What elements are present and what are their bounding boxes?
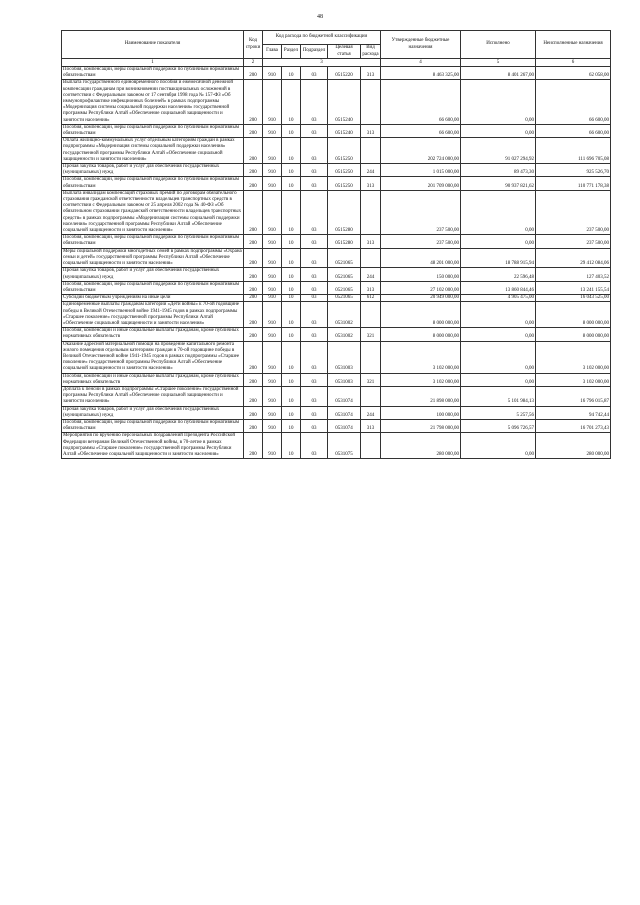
row-approved: 21 798 000,00	[381, 419, 461, 432]
row-name: Пособия, компенсации и иные социальные выплаты гражданам, кроме публичных нормативных обязательств	[62, 373, 244, 386]
table-body	[62, 67, 611, 459]
row-name: Прочая закупка товаров, работ и услуг для обеспечения государственных (муниципальных) нужд	[62, 406, 244, 419]
row-unexecuted: 16 043 525,00	[536, 295, 611, 302]
row-unexecuted: 66 600,00	[536, 124, 611, 137]
row-unexecuted: 8 000 000,00	[536, 302, 611, 328]
table-row	[62, 386, 611, 406]
row-glava: 910	[263, 373, 282, 386]
row-podrazdel: 03	[301, 281, 328, 294]
row-podrazdel: 03	[301, 373, 328, 386]
row-unexecuted: 127 403,52	[536, 268, 611, 281]
header-vid: Вид расхода	[362, 45, 379, 57]
row-target: 0515280	[328, 190, 361, 234]
header-razdel: Раздел	[282, 45, 301, 59]
row-unexecuted: 16 701 273,43	[536, 419, 611, 432]
row-razdel: 10	[282, 124, 301, 137]
row-code: 200	[244, 302, 263, 328]
row-executed: 13 860 844,46	[461, 281, 536, 294]
row-razdel: 10	[282, 281, 301, 294]
header-classification: Код расхода по бюджетной классификации	[263, 31, 381, 45]
row-vid: 313	[361, 419, 381, 432]
row-target: 0531002	[328, 328, 361, 341]
row-name: Прочая закупка товаров, работ и услуг для обеспечения государственных (муниципальных) нужд	[62, 268, 244, 281]
row-vid: 244	[361, 164, 381, 177]
row-name: Оплата жилищно-коммунальных услуг отдельным категориям граждан в рамках подпрограммы «Модернизация системы социальной поддержки населения» государственной программы Республики Алтай «Обеспечение социальной защищенности и занятости населения»	[62, 138, 244, 164]
table-row	[62, 433, 611, 459]
row-code: 200	[244, 433, 263, 459]
header-num-4: 4	[381, 59, 461, 67]
row-vid	[361, 190, 381, 234]
row-unexecuted: 62 058,00	[536, 67, 611, 80]
row-name: Прочая закупка товаров, работ и услуг для обеспечения государственных (муниципальных) нужд	[62, 164, 244, 177]
row-podrazdel: 03	[301, 138, 328, 164]
row-name: Мероприятия по вручению персональных поздравлений Президента Российской Федерации ветеранам Великой Отечественной войны, в 70-летие в рамках подпрограммы «Старшее поколение» государственной программы Республики Алтай «Обеспечение социальной защищенности и занятости населения»	[62, 433, 244, 459]
row-podrazdel: 03	[301, 406, 328, 419]
row-glava: 910	[263, 341, 282, 373]
table-row	[62, 190, 611, 234]
header-executed: Исполнено	[461, 31, 536, 59]
row-code: 200	[244, 406, 263, 419]
row-glava: 910	[263, 268, 282, 281]
row-vid	[361, 138, 381, 164]
row-glava: 910	[263, 67, 282, 80]
row-razdel: 10	[282, 419, 301, 432]
header-target: Целевая статья	[328, 45, 361, 59]
row-podrazdel: 03	[301, 67, 328, 80]
header-num-3: 3	[263, 59, 381, 67]
row-unexecuted: 280 000,00	[536, 433, 611, 459]
row-vid	[361, 386, 381, 406]
row-approved: 8 463 325,00	[381, 67, 461, 80]
budget-execution-table	[61, 30, 611, 459]
row-razdel: 10	[282, 248, 301, 268]
row-approved: 237 500,00	[381, 235, 461, 248]
row-target: 0521065	[328, 268, 361, 281]
row-executed: 8 401 267,00	[461, 67, 536, 80]
row-executed: 89 473,30	[461, 164, 536, 177]
row-approved: 100 000,00	[381, 406, 461, 419]
row-razdel: 10	[282, 328, 301, 341]
row-unexecuted: 3 102 000,00	[536, 373, 611, 386]
row-approved: 66 600,00	[381, 124, 461, 137]
table-row	[62, 164, 611, 177]
row-executed: 0,00	[461, 80, 536, 124]
row-razdel: 10	[282, 235, 301, 248]
row-name: Пособия, компенсации, меры социальной поддержки по публичным нормативным обязательствам	[62, 419, 244, 432]
row-name: Субсидии бюджетным учреждениям на иные цели	[62, 295, 244, 302]
row-target: 0515240	[328, 80, 361, 124]
row-vid: 313	[361, 235, 381, 248]
row-vid: 313	[361, 281, 381, 294]
row-unexecuted: 237 500,00	[536, 190, 611, 234]
header-num-2: 2	[244, 59, 263, 67]
row-name: Выплата инвалидам компенсаций страховых премий по договорам обязательного страхования гражданской ответственности владельцев транспортных средств в соответствии с Федеральным законом от 25 апреля 2002 года № 40-ФЗ «Об обязательном страховании гражданской ответственности владельцев транспортных средств» в рамках подпрограммы «Модернизация системы социальной поддержки населения» государственной программы Республики Алтай «Обеспечение социальной защищенности и занятости населения»	[62, 190, 244, 234]
header-glava: Глава	[263, 45, 282, 59]
row-razdel: 10	[282, 373, 301, 386]
row-podrazdel: 03	[301, 124, 328, 137]
row-glava: 910	[263, 295, 282, 302]
row-razdel: 10	[282, 138, 301, 164]
row-executed: 5 101 984,13	[461, 386, 536, 406]
row-razdel: 10	[282, 302, 301, 328]
row-unexecuted: 237 500,00	[536, 235, 611, 248]
row-executed: 18 788 915,94	[461, 248, 536, 268]
row-razdel: 10	[282, 406, 301, 419]
row-approved: 8 000 000,00	[381, 328, 461, 341]
row-target: 0515220	[328, 67, 361, 80]
row-target: 0521065	[328, 281, 361, 294]
row-podrazdel: 03	[301, 328, 328, 341]
row-name: Пособия, компенсации, меры социальной поддержки по публичным нормативным обязательствам	[62, 124, 244, 137]
row-name: Пособия, компенсации и иные социальные выплаты гражданам, кроме публичных нормативных обязательств	[62, 328, 244, 341]
row-executed: 0,00	[461, 341, 536, 373]
row-code: 200	[244, 295, 263, 302]
row-executed: 0,00	[461, 373, 536, 386]
row-code: 200	[244, 268, 263, 281]
row-razdel: 10	[282, 67, 301, 80]
row-name: Пособия, компенсации, меры социальной поддержки по публичным нормативным обязательствам	[62, 177, 244, 190]
row-unexecuted: 110 771 178,38	[536, 177, 611, 190]
table-row	[62, 138, 611, 164]
row-approved: 21 898 000,00	[381, 386, 461, 406]
row-unexecuted: 3 102 000,00	[536, 341, 611, 373]
row-podrazdel: 03	[301, 341, 328, 373]
row-target: 0531075	[328, 433, 361, 459]
row-podrazdel: 03	[301, 268, 328, 281]
row-code: 200	[244, 80, 263, 124]
row-name: Выплата государственного единовременного пособия и ежемесячной денежной компенсации гражданам при возникновении поствакцинальных осложнений в соответствии с Федеральным законом от 17 сентября 1998 года № 157-ФЗ «Об иммунопрофилактике инфекционных болезней» в рамках подпрограммы «Модернизация системы социальной поддержки населения» государственной программы Республики Алтай «Обеспечение социальной защищенности и занятости населения»	[62, 80, 244, 124]
row-target: 0531074	[328, 406, 361, 419]
row-target: 0531074	[328, 386, 361, 406]
row-target: 0521065	[328, 295, 361, 302]
row-approved: 48 201 000,00	[381, 248, 461, 268]
row-glava: 910	[263, 281, 282, 294]
row-glava: 910	[263, 164, 282, 177]
row-executed: 0,00	[461, 124, 536, 137]
row-unexecuted: 13 241 155,54	[536, 281, 611, 294]
row-unexecuted: 925 526,70	[536, 164, 611, 177]
row-unexecuted: 8 000 000,00	[536, 328, 611, 341]
row-approved: 280 000,00	[381, 433, 461, 459]
row-target: 0531003	[328, 373, 361, 386]
row-podrazdel: 03	[301, 295, 328, 302]
row-glava: 910	[263, 138, 282, 164]
row-executed: 5 257,56	[461, 406, 536, 419]
row-unexecuted: 29 412 084,06	[536, 248, 611, 268]
row-approved: 201 709 000,00	[381, 177, 461, 190]
row-name: Пособия, компенсации, меры социальной поддержки по публичным нормативным обязательствам	[62, 67, 244, 80]
row-vid	[361, 80, 381, 124]
row-glava: 910	[263, 406, 282, 419]
row-glava: 910	[263, 235, 282, 248]
table-row	[62, 406, 611, 419]
row-razdel: 10	[282, 268, 301, 281]
row-glava: 910	[263, 386, 282, 406]
row-code: 200	[244, 373, 263, 386]
table-row	[62, 177, 611, 190]
row-target: 0515240	[328, 124, 361, 137]
row-code: 200	[244, 386, 263, 406]
row-unexecuted: 66 600,00	[536, 80, 611, 124]
row-code: 200	[244, 248, 263, 268]
row-approved: 202 724 000,00	[381, 138, 461, 164]
row-code: 200	[244, 235, 263, 248]
header-num-6: 6	[536, 59, 611, 67]
row-name: Единовременные выплаты гражданам категории «Дети войны» к 70-ой годовщине победы в Великой Отечественной войне 1941-1945 годов в рамках подпрограммы «Старшее поколение» государственной программы Республики Алтай «Обеспечение социальной защищенности и занятости населения»	[62, 302, 244, 328]
table-row	[62, 419, 611, 432]
row-code: 200	[244, 281, 263, 294]
row-code: 200	[244, 164, 263, 177]
row-unexecuted: 16 796 015,87	[536, 386, 611, 406]
row-target: 0531002	[328, 302, 361, 328]
row-glava: 910	[263, 190, 282, 234]
row-target: 0531003	[328, 341, 361, 373]
row-code: 200	[244, 190, 263, 234]
row-code: 200	[244, 328, 263, 341]
row-executed: 91 027 294,92	[461, 138, 536, 164]
row-executed: 22 596,48	[461, 268, 536, 281]
row-approved: 3 102 000,00	[381, 373, 461, 386]
row-vid: 321	[361, 373, 381, 386]
table-row	[62, 67, 611, 80]
page-number: 48	[317, 14, 323, 20]
row-approved: 27 102 000,00	[381, 281, 461, 294]
row-code: 200	[244, 177, 263, 190]
row-target: 0515250	[328, 138, 361, 164]
row-podrazdel: 03	[301, 386, 328, 406]
row-approved: 3 102 000,00	[381, 341, 461, 373]
header-code: Код строки	[244, 31, 263, 59]
row-target: 0515250	[328, 177, 361, 190]
row-approved: 237 500,00	[381, 190, 461, 234]
row-podrazdel: 03	[301, 433, 328, 459]
header-name: Наименование показателя	[62, 31, 244, 59]
row-vid	[361, 302, 381, 328]
row-vid	[361, 341, 381, 373]
row-glava: 910	[263, 80, 282, 124]
row-unexecuted: 111 696 705,08	[536, 138, 611, 164]
row-approved: 150 000,00	[381, 268, 461, 281]
row-code: 200	[244, 67, 263, 80]
table-row	[62, 373, 611, 386]
row-vid: 313	[361, 124, 381, 137]
header-podrazdel: Подраздел	[301, 45, 328, 59]
row-glava: 910	[263, 302, 282, 328]
row-executed: 90 937 821,62	[461, 177, 536, 190]
row-code: 200	[244, 124, 263, 137]
row-vid: 313	[361, 177, 381, 190]
header-num-1: 1	[62, 59, 244, 67]
row-vid: 244	[361, 406, 381, 419]
table-row	[62, 295, 611, 302]
row-vid: 612	[361, 295, 381, 302]
row-podrazdel: 03	[301, 164, 328, 177]
row-executed: 5 096 726,57	[461, 419, 536, 432]
row-podrazdel: 03	[301, 190, 328, 234]
row-podrazdel: 03	[301, 302, 328, 328]
row-unexecuted: 94 742,44	[536, 406, 611, 419]
row-razdel: 10	[282, 295, 301, 302]
row-glava: 910	[263, 328, 282, 341]
row-razdel: 10	[282, 386, 301, 406]
row-glava: 910	[263, 248, 282, 268]
header-approved: Утвержденные бюджетные назначения	[381, 31, 461, 59]
row-podrazdel: 03	[301, 419, 328, 432]
row-razdel: 10	[282, 190, 301, 234]
row-vid: 313	[361, 67, 381, 80]
row-razdel: 10	[282, 341, 301, 373]
row-name: Оказание адресной материальной помощи на проведение капитального ремонта жилого помещения отдельным категориям граждан в 70-ой годовщине победы в Великой Отечественной войне 1941-1945 годов в рамках подпрограммы «Старшее поколение» государственной программы Республики Алтай «Обеспечение социальной защищенности и занятости населения»	[62, 341, 244, 373]
row-vid	[361, 248, 381, 268]
row-executed: 0,00	[461, 235, 536, 248]
table-row	[62, 80, 611, 124]
table-row	[62, 328, 611, 341]
row-name: Доплата к пенсии в рамках подпрограммы «Старшее поколение» государственной программы Республики Алтай «Обеспечение социальной защищенности и занятости населения»	[62, 386, 244, 406]
header-num-5: 5	[461, 59, 536, 67]
row-glava: 910	[263, 419, 282, 432]
row-vid: 321	[361, 328, 381, 341]
row-approved: 1 015 000,00	[381, 164, 461, 177]
row-target: 0531074	[328, 419, 361, 432]
row-podrazdel: 03	[301, 177, 328, 190]
row-glava: 910	[263, 124, 282, 137]
row-code: 200	[244, 138, 263, 164]
row-podrazdel: 03	[301, 80, 328, 124]
table-row	[62, 302, 611, 328]
row-code: 200	[244, 419, 263, 432]
row-approved: 20 949 000,00	[381, 295, 461, 302]
row-target: 0515250	[328, 164, 361, 177]
row-target: 0515280	[328, 235, 361, 248]
table-row	[62, 281, 611, 294]
row-podrazdel: 03	[301, 248, 328, 268]
row-name: Пособия, компенсации, меры социальной поддержки по публичным нормативным обязательствам	[62, 281, 244, 294]
row-target: 0521065	[328, 248, 361, 268]
table-row	[62, 248, 611, 268]
row-approved: 66 600,00	[381, 80, 461, 124]
row-executed: 0,00	[461, 433, 536, 459]
row-glava: 910	[263, 433, 282, 459]
row-razdel: 10	[282, 177, 301, 190]
table-row	[62, 341, 611, 373]
row-name: Пособия, компенсации, меры социальной поддержки по публичным нормативным обязательствам	[62, 235, 244, 248]
row-executed: 4 905 475,00	[461, 295, 536, 302]
row-podrazdel: 03	[301, 235, 328, 248]
table-row	[62, 235, 611, 248]
row-executed: 0,00	[461, 302, 536, 328]
row-approved: 8 000 000,00	[381, 302, 461, 328]
row-vid	[361, 433, 381, 459]
row-vid: 244	[361, 268, 381, 281]
table-row	[62, 124, 611, 137]
row-code: 200	[244, 341, 263, 373]
row-executed: 0,00	[461, 328, 536, 341]
row-name: Меры социальной поддержки многодетных семей в рамках подпрограммы «Охрана семьи и детей» государственной программы Республики Алтай «Обеспечение социальной защищенности и занятости населения»	[63, 248, 242, 267]
header-unexecuted: Неисполненные назначения	[536, 31, 611, 59]
row-razdel: 10	[282, 433, 301, 459]
row-executed: 0,00	[461, 190, 536, 234]
table-row	[62, 268, 611, 281]
row-glava: 910	[263, 177, 282, 190]
row-razdel: 10	[282, 80, 301, 124]
row-razdel: 10	[282, 164, 301, 177]
